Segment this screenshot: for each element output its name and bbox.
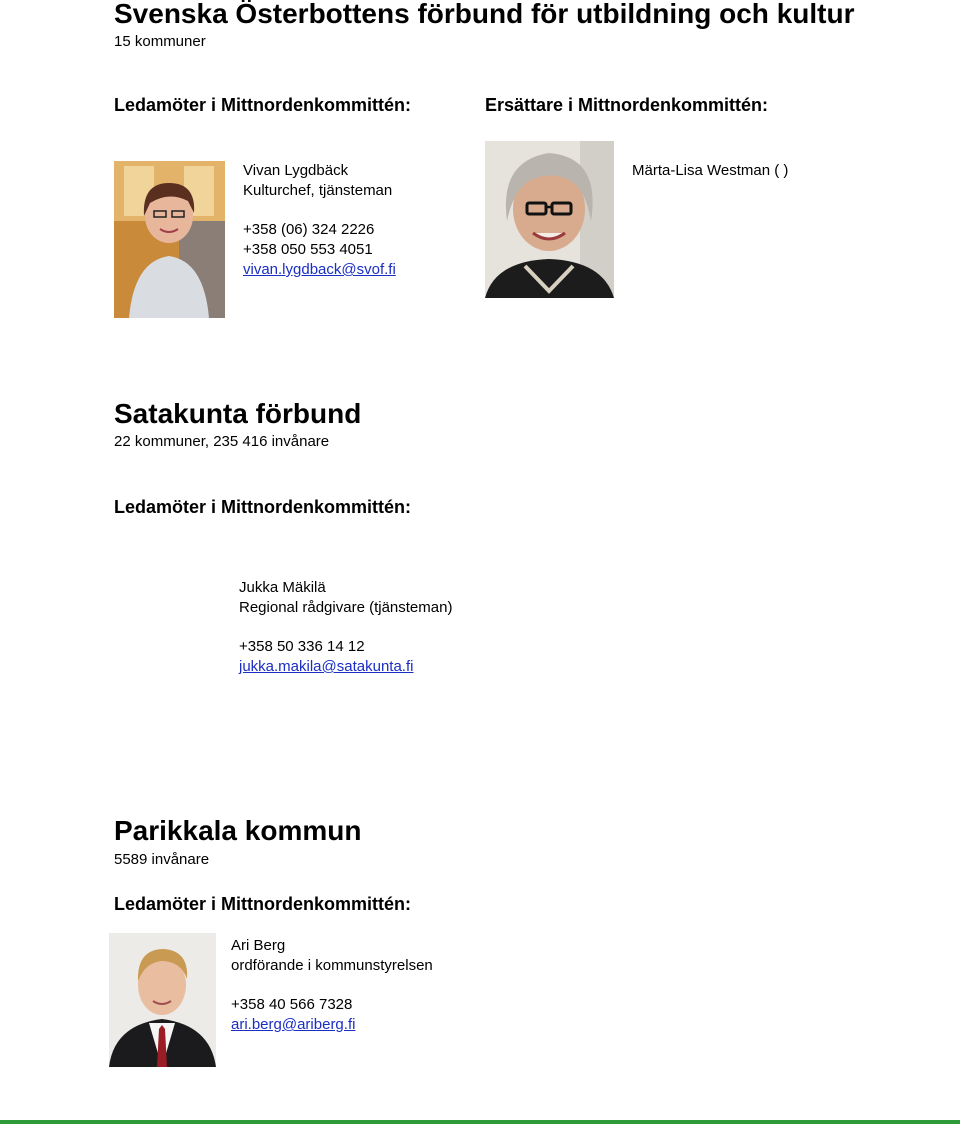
substitutes-heading: Ersättare i Mittnordenkommittén:: [485, 95, 769, 115]
member-phone: +358 40 566 7328: [231, 996, 353, 1013]
members-heading: Ledamöter i Mittnordenkommittén:: [114, 894, 412, 914]
footer-rule: [0, 1120, 960, 1124]
member-email-link[interactable]: ari.berg@ariberg.fi: [231, 1016, 356, 1033]
member-photo: [114, 161, 225, 318]
section-title: Satakunta förbund: [114, 398, 362, 429]
member-name: Ari Berg: [231, 937, 286, 954]
section-subtitle: 15 kommuner: [114, 33, 206, 50]
section-title: Svenska Österbottens förbund för utbildning och kultur: [114, 0, 855, 29]
members-heading: Ledamöter i Mittnordenkommittén:: [114, 497, 412, 517]
substitute-photo: [485, 141, 614, 298]
member-role: Regional rådgivare (tjänsteman): [239, 599, 453, 616]
member-role: ordförande i kommunstyrelsen: [231, 957, 433, 974]
member-phone: +358 (06) 324 2226: [243, 221, 375, 238]
member-photo: [109, 933, 216, 1067]
member-name: Jukka Mäkilä: [239, 579, 326, 596]
section-subtitle: 5589 invånare: [114, 851, 210, 868]
substitute-name: Märta-Lisa Westman ( ): [632, 162, 789, 179]
section-subtitle: 22 kommuner, 235 416 invånare: [114, 433, 330, 450]
members-heading: Ledamöter i Mittnordenkommittén:: [114, 95, 412, 115]
member-email-link[interactable]: jukka.makila@satakunta.fi: [239, 658, 414, 675]
member-email-link[interactable]: vivan.lygdback@svof.fi: [243, 261, 396, 278]
member-name: Vivan Lygdbäck: [243, 162, 349, 179]
member-role: Kulturchef, tjänsteman: [243, 182, 393, 199]
member-phone: +358 50 336 14 12: [239, 638, 365, 655]
member-mobile: +358 050 553 4051: [243, 241, 373, 258]
section-title: Parikkala kommun: [114, 815, 362, 846]
